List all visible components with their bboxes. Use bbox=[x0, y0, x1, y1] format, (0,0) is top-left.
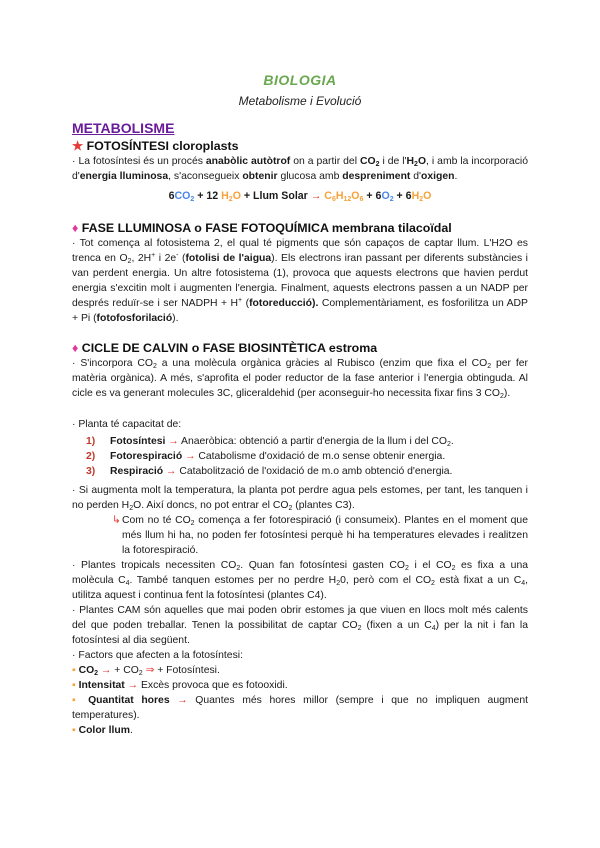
hook-arrow-icon: ↳ bbox=[112, 515, 121, 526]
arrow-right-icon: → bbox=[100, 665, 112, 676]
heading-fase-lluminosa-text: FASE LLUMINOSA o FASE FOTOQUÍMICA membrana tilacoïdal bbox=[81, 221, 452, 235]
note-fotorespiracio: ↳ Com no té $CO_2$ comença a fer fotorespiració (i consumeix). Plantes en el moment que més llum hi ha, no poden fer fotosíntesi perquè hi ha temperatures elevades i realitzen la fotorespiració. bbox=[112, 515, 528, 556]
arrow-right-icon: → bbox=[310, 190, 322, 202]
list-item: 2) Fotorespiració → Catabolisme d'oxidació de m.o sense obtenir energia. bbox=[86, 451, 446, 462]
heading-calvin bbox=[72, 340, 528, 356]
heading-fotosintesi bbox=[72, 138, 528, 154]
list-item: 3) Respiració → Catabolització de l'oxidació de m.o amb obtenció d'energia. bbox=[86, 466, 453, 477]
paragraph-fotosintesi: · La fotosíntesi és un procés anabòlic autòtrof on a partir del $CO_2$ i de $l'H_2O$, i amb la incorporació d'energia lluminosa, s'aconsegueix obtenir glucosa amb despreniment d'oxigen. bbox=[72, 156, 528, 182]
paragraph-fase-lluminosa: · Tot comença al fotosistema 2, el qual té pigments que són capaços de captar llum. L'H2O es trenca en $O_2$, 2H+ i 2e- (fotolisi de l'aigua). Els electrons iran passant per diferents substàncies i van perdent energia. Un altre fotosistema (1), provoca que aquests electrons que havien perdut energia s'excitin molt i augmenten l'energia. Finalment, aquests electrons passen a un NADP per després reduïr-se i ser NADPH + H+ (fotoreducció). Complementàriament, es fosforilitza un ADP + Pi (fotofosforilació). bbox=[72, 238, 528, 324]
arrow-right-icon: → bbox=[177, 695, 188, 706]
paragraph-tropicals: · Plantes tropicals necessiten $CO_2$. Quan fan fotosíntesi gasten $CO_2$ i el $CO_2$ es fixa a una molècula $C_4$. També tanquen estomes per no perdre $H_20$, però com el $CO_2$ està fixat a un $C_4$, utilitza aquest i continua fent la fotosíntesi (plantes C4). bbox=[72, 560, 528, 601]
bullet-icon: ▪ bbox=[72, 725, 76, 736]
factor-color-llum: ▪ Color llum. bbox=[72, 725, 133, 736]
paragraph-temperatura: · Si augmenta molt la temperatura, la planta pot perdre agua pels estomes, per tant, les tanquen i no perden $H_2O$. Així doncs, no pot entrar el $CO_2$ (plantes C3). bbox=[72, 485, 528, 512]
double-arrow-icon: ⇒ bbox=[145, 665, 155, 676]
star-icon: ★ bbox=[72, 139, 84, 153]
document-title: BIOLOGIA bbox=[263, 72, 337, 88]
paragraph-cam: · Plantes CAM són aquelles que mai poden obrir estomes ja que viuen en llocs molt més calents del que poden treballar. Tenen la possibilitat de captar $CO_2$ (fixen a un $C_4$) per la nit i fan la fotosíntesi al dia següent. bbox=[72, 605, 528, 646]
arrow-right-icon: → bbox=[166, 466, 177, 477]
heading-fotosintesi-text: FOTOSÍNTESI cloroplasts bbox=[86, 139, 239, 153]
bullet-icon: ▪ bbox=[72, 680, 76, 691]
heading-fase-lluminosa bbox=[72, 220, 528, 236]
diamond-icon: ♦ bbox=[72, 341, 79, 355]
arrow-right-icon: → bbox=[127, 680, 139, 691]
bullet-icon: ▪ bbox=[72, 695, 81, 706]
photosynthesis-equation: $6CO_2 + 12$ $H_2O$ + Llum Solar → $C_6H_{12}O_6 + 6O_2 + 6H_2O$ bbox=[168, 190, 432, 203]
paragraph-calvin: · S'incorpora $CO_2$ a una molècula orgànica gràcies al Rubisco (enzim que fixa el $CO_2$ per fer matèria orgànica). A més, s'aprofita el poder reductor de la fase anterior i l'energia obtinguda. Al cicle es va generant molecules 3C, gliceraldehid (per aconseguir-ho necessita fixar fins 3 $CO_2$). bbox=[72, 358, 528, 400]
section-heading: METABOLISME bbox=[72, 120, 175, 136]
factor-intensitat: ▪ Intensitat → Excès provoca que es fotooxidi. bbox=[72, 680, 288, 691]
document-body bbox=[72, 138, 528, 738]
paragraph-capacitat-intro: · Planta té capacitat de: bbox=[72, 419, 182, 430]
factor-co2: ▪ $CO_2$ → + $CO_2$ ⇒ + Fotosíntesi. bbox=[72, 665, 220, 677]
list-item: 1) Fotosíntesi → Anaeròbica: obtenció a partir d'energia de la llum i del $CO_2$. bbox=[86, 436, 454, 448]
factor-quantitat-hores: ▪ Quantitat hores → Quantes més hores millor (sempre i que no impliquen augment temperatures). bbox=[72, 695, 528, 721]
diamond-icon: ♦ bbox=[72, 221, 79, 235]
document-subtitle: Metabolisme i Evolució bbox=[238, 94, 362, 108]
heading-calvin-text: CICLE DE CALVIN o FASE BIOSINTÈTICA estroma bbox=[81, 341, 378, 355]
arrow-right-icon: → bbox=[185, 451, 196, 462]
capacitat-list bbox=[72, 434, 528, 479]
bullet-icon: ▪ bbox=[72, 665, 76, 676]
arrow-right-icon: → bbox=[168, 436, 179, 447]
paragraph-factors-intro: · Factors que afecten a la fotosíntesi: bbox=[72, 650, 243, 661]
